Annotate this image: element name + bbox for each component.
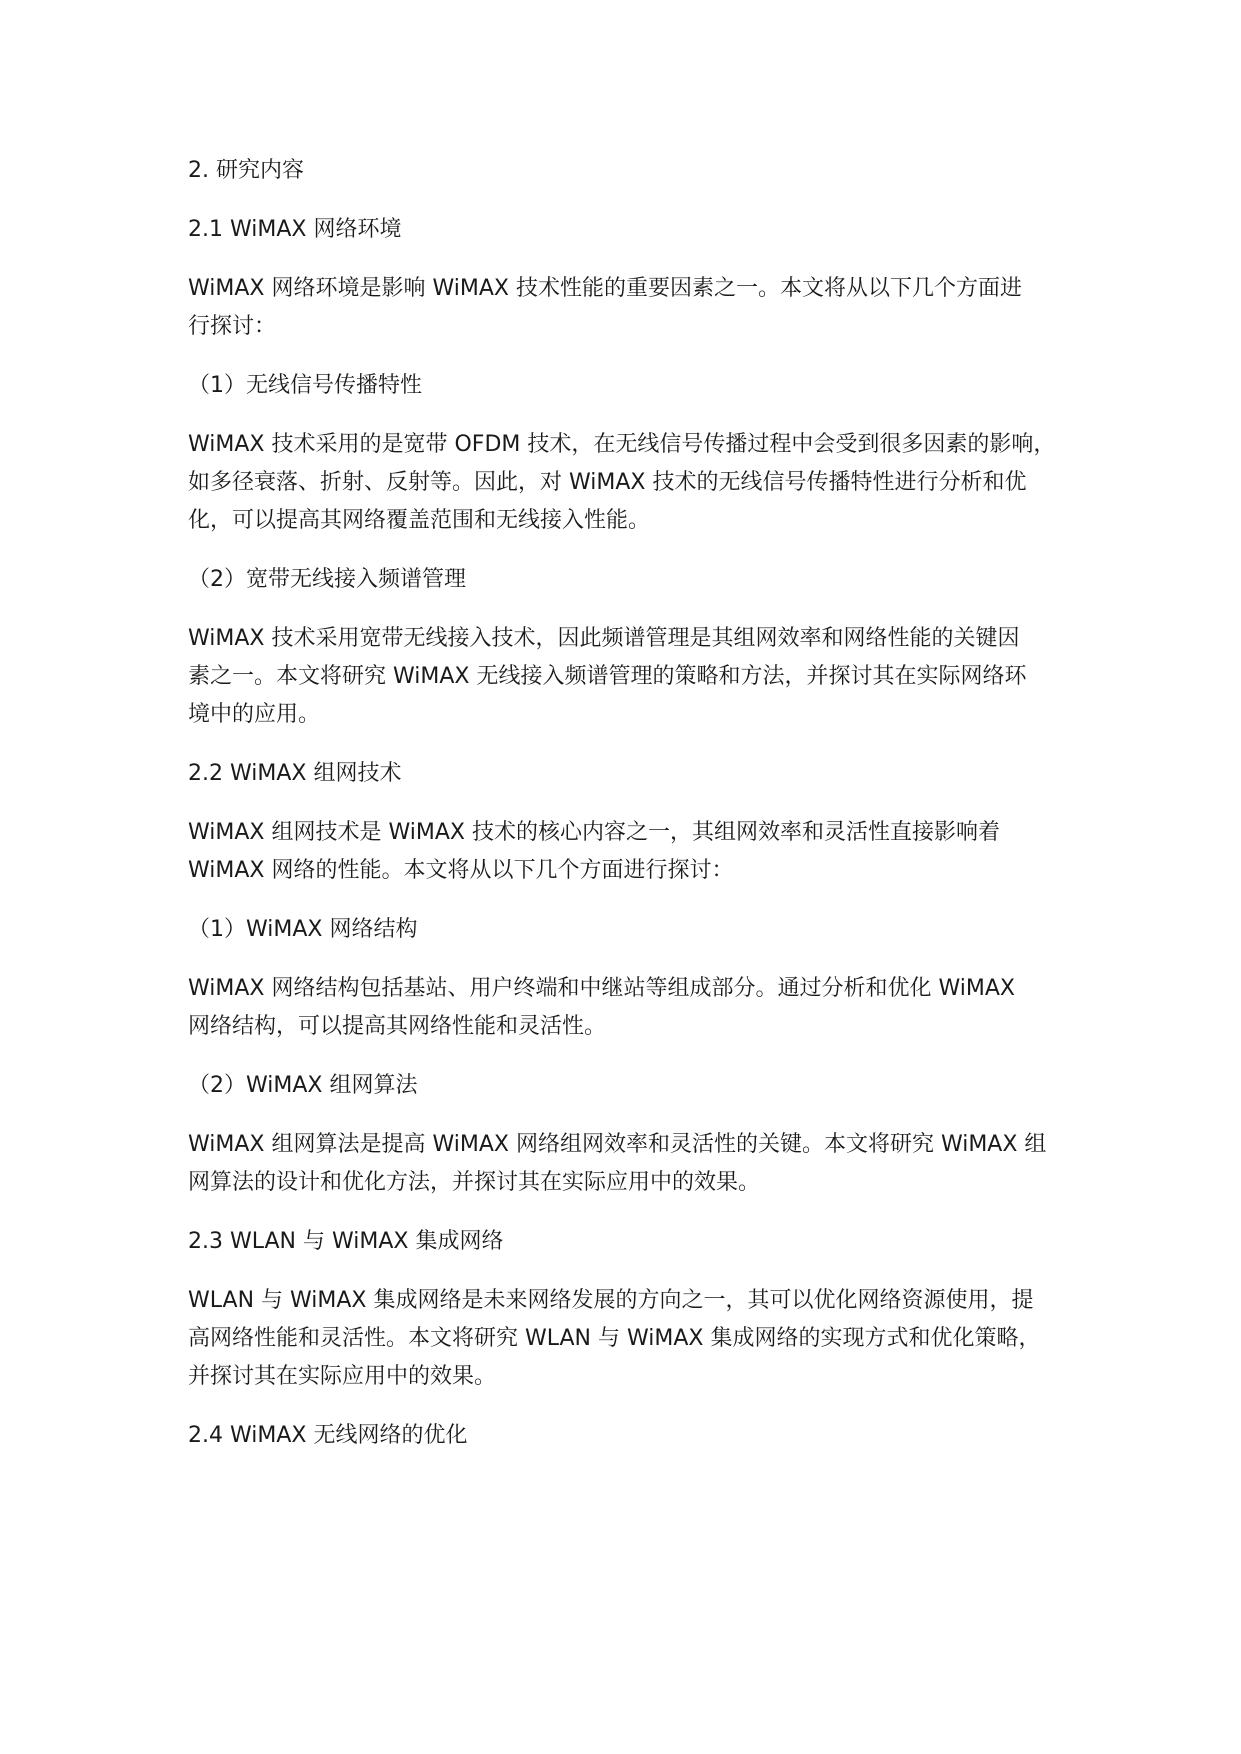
text-line: WiMAX 技术采用的是宽带 OFDM 技术，在无线信号传播过程中会受到很多因素的影响， — [188, 432, 1056, 457]
subsection-heading — [188, 1417, 1068, 1455]
text-line: 2. 研究内容 — [188, 158, 304, 183]
text-line: WiMAX 网络结构包括基站、用户终端和中继站等组成部分。通过分析和优化 WiMAX — [188, 976, 1015, 1001]
paragraph — [188, 1126, 1068, 1202]
text-line: 2.3 WLAN 与 WiMAX 集成网络 — [188, 1229, 504, 1254]
text-line: WiMAX 组网算法是提高 WiMAX 网络组网效率和灵活性的关键。本文将研究 WiMAX 组 — [188, 1132, 1047, 1157]
subsection-heading — [188, 1223, 1068, 1261]
item-heading — [188, 911, 1068, 949]
text-line: WiMAX 组网技术是 WiMAX 技术的核心内容之一，其组网效率和灵活性直接影响着 — [188, 820, 1000, 845]
text-line: 2.1 WiMAX 网络环境 — [188, 217, 402, 242]
text-line: 行探讨： — [188, 314, 277, 339]
paragraph — [188, 970, 1068, 1046]
text-line: 2.2 WiMAX 组网技术 — [188, 761, 402, 786]
section-heading — [188, 152, 1068, 190]
document-body — [188, 152, 1068, 1476]
text-line: WiMAX 网络的性能。本文将从以下几个方面进行探讨： — [188, 858, 734, 883]
text-line: 如多径衰落、折射、反射等。因此，对 WiMAX 技术的无线信号传播特性进行分析和优 — [188, 470, 1027, 495]
subsection-heading — [188, 211, 1068, 249]
paragraph — [188, 1282, 1068, 1396]
paragraph — [188, 814, 1068, 890]
text-line: 化，可以提高其网络覆盖范围和无线接入性能。 — [188, 508, 651, 533]
text-line: WiMAX 技术采用宽带无线接入技术，因此频谱管理是其组网效率和网络性能的关键因 — [188, 626, 1020, 651]
paragraph — [188, 270, 1068, 346]
text-line: 并探讨其在实际应用中的效果。 — [188, 1364, 497, 1389]
text-line: 高网络性能和灵活性。本文将研究 WLAN 与 WiMAX 集成网络的实现方式和优化策略， — [188, 1326, 1041, 1351]
item-heading — [188, 561, 1068, 599]
item-heading — [188, 1067, 1068, 1105]
text-line: 素之一。本文将研究 WiMAX 无线接入频谱管理的策略和方法，并探讨其在实际网络环 — [188, 664, 1027, 689]
text-line: （1）WiMAX 网络结构 — [188, 917, 418, 942]
text-line: 2.4 WiMAX 无线网络的优化 — [188, 1423, 468, 1448]
text-line: 网络结构，可以提高其网络性能和灵活性。 — [188, 1014, 607, 1039]
text-line: （1）无线信号传播特性 — [188, 373, 422, 398]
text-line: 境中的应用。 — [188, 702, 321, 727]
subsection-heading — [188, 755, 1068, 793]
text-line: WiMAX 网络环境是影响 WiMAX 技术性能的重要因素之一。本文将从以下几个方面进 — [188, 276, 1022, 301]
text-line: WLAN 与 WiMAX 集成网络是未来网络发展的方向之一，其可以优化网络资源使用，提 — [188, 1288, 1034, 1313]
paragraph — [188, 620, 1068, 734]
item-heading — [188, 367, 1068, 405]
text-line: （2）WiMAX 组网算法 — [188, 1073, 418, 1098]
paragraph — [188, 426, 1068, 540]
text-line: 网算法的设计和优化方法，并探讨其在实际应用中的效果。 — [188, 1170, 761, 1195]
text-line: （2）宽带无线接入频谱管理 — [188, 567, 466, 592]
